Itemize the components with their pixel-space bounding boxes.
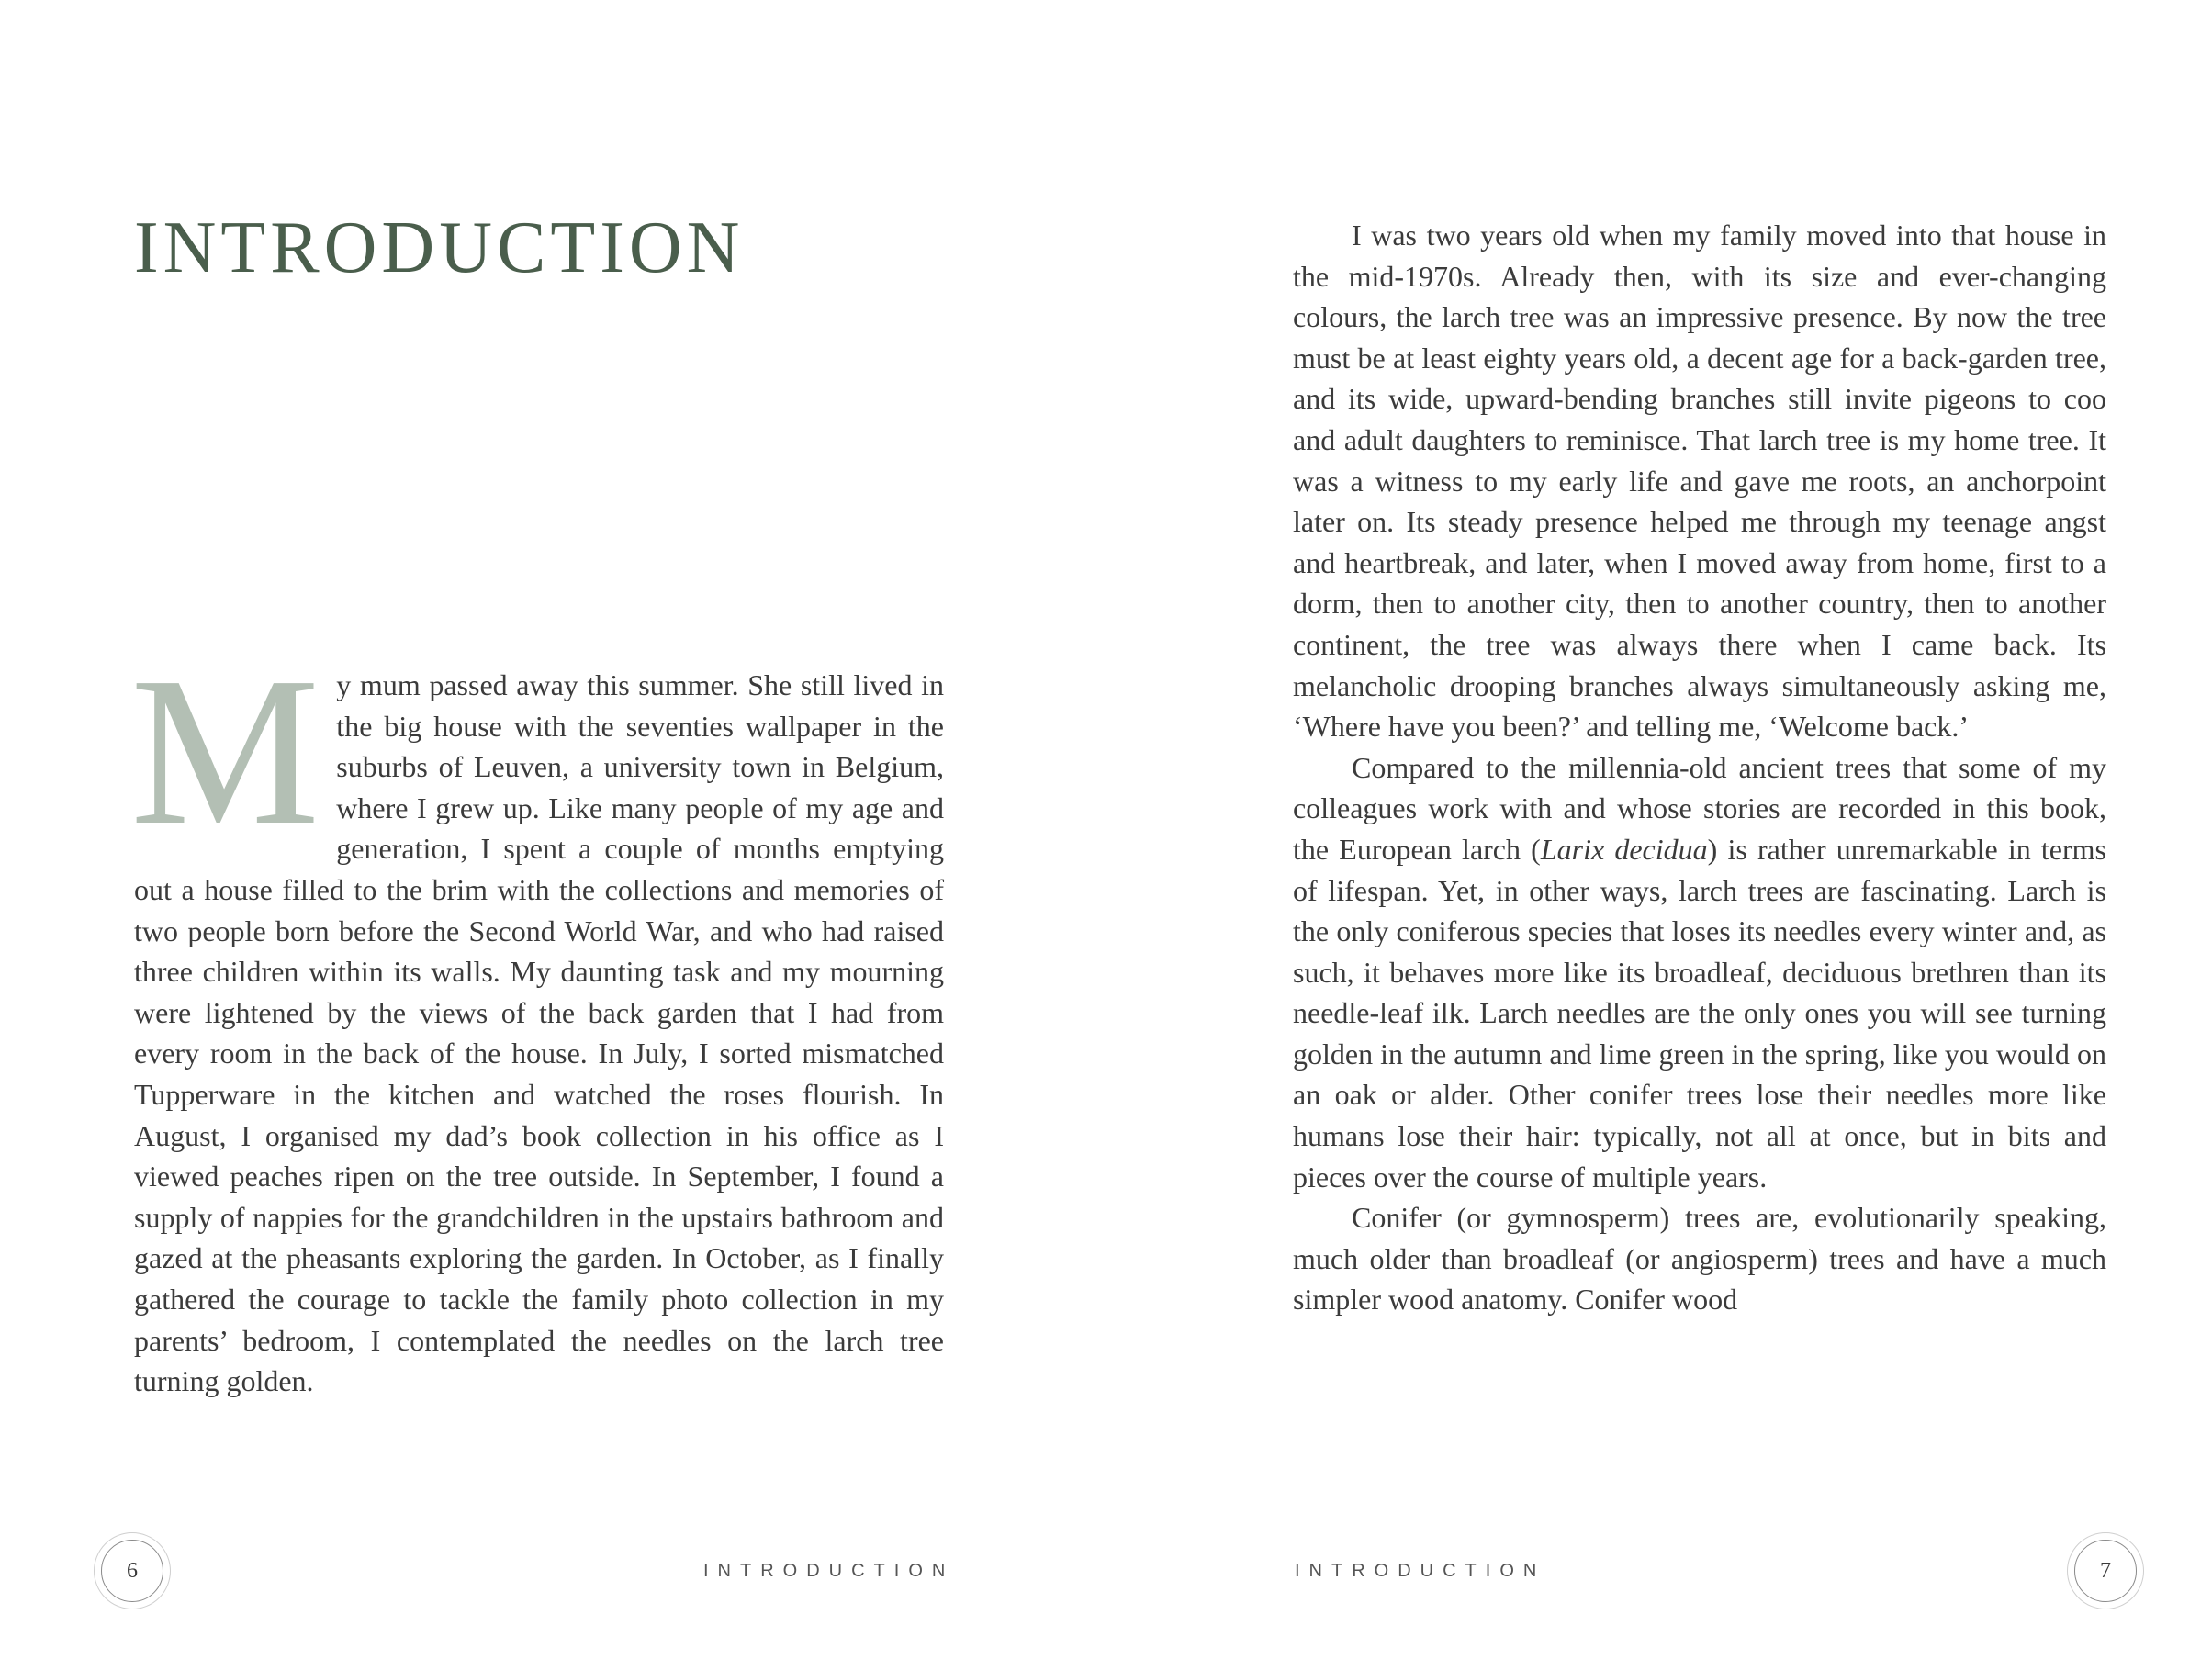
paragraph-2-start: Compared to the millennia-old ancient trees that some of my colleagues work with and whose stories are recorded in this book, the European larch ( [1293,750,2106,866]
running-head: INTRODUCTION [703,1561,955,1581]
right-page [1106,0,2211,1659]
paragraph-3: Conifer (or gymnosperm) trees are, evolutionarily speaking, much older than broadleaf (or angiosperm) trees and have a much simpler wood anatomy. Conifer wood [1293,1201,2106,1317]
page-number: 6 [101,1540,163,1602]
running-head: INTRODUCTION [1295,1561,1546,1581]
right-body-text [1293,215,2106,1320]
left-body-text [130,633,944,1402]
chapter-title: INTRODUCTION [134,207,745,288]
paragraph-2-end: ) is rather unremarkable in terms of lifespan. Yet, in other ways, larch trees are fascinating. Larch is the only coniferous species that loses its needles every winter and, as such, it behaves more like its broadleaf, deciduous brethren than its needle-leaf ilk. Larch needles are the only ones you will see turning golden in the autumn and lime green in the spring, like you would on an oak or alder. Other conifer trees lose their needles more like humans lose their hair: typically, not all at once, but in bits and pieces over the course of multiple years. [1293,832,2106,1194]
page-number-badge [2067,1532,2144,1609]
page-number-badge [94,1532,171,1609]
drop-cap: M [130,633,320,869]
paragraph-2 [1293,747,2106,1198]
page-number: 7 [2074,1540,2137,1602]
opening-paragraph-text: y mum passed away this summer. She still lived in the big house with the seventies wallpaper in the suburbs of Leuven, a university town in Belgium, where I grew up. Like many people of my age and generation, I spent a couple of months emptying out a house filled to the brim with the collections and memories of two people born before the Second World War, and who had raised three children within its walls. My daunting task and my mourning were lightened by the views of the back garden that I had from every room in the back of the house. In July, I sorted mismatched Tupperware in the kitchen and watched the roses flourish. In August, I organised my dad’s book collection in his office as I viewed peaches ripen on the tree outside. In September, I found a supply of nappies for the grandchildren in the upstairs bathroom and gazed at the pheasants exploring the garden. In October, as I finally gathered the courage to tackle the family photo collection in my parents’ bedroom, I contemplated the needles on the larch tree turning golden. [134,668,944,1398]
opening-paragraph [130,633,944,1402]
species-name: Larix decidua [1540,832,1708,866]
paragraph-1: I was two years old when my family moved into that house in the mid-1970s. Already then, with its size and ever-changing colours, the larch tree was an impressive presence. By now the tree must be at least eighty years old, a decent age for a back-garden tree, and its wide, upward-bending branches still invite pigeons to coo and adult daughters to reminisce. That larch tree is my home tree. It was a witness to my early life and gave me roots, an anchorpoint later on. Its steady presence helped me through my teenage angst and heartbreak, and later, when I moved away from home, first to a dorm, then to another city, then to another country, then to another continent, the tree was always there when I came back. Its melancholic drooping branches always simultaneously asking me, ‘Where have you been?’ and telling me, ‘Welcome back.’ [1293,219,2106,744]
